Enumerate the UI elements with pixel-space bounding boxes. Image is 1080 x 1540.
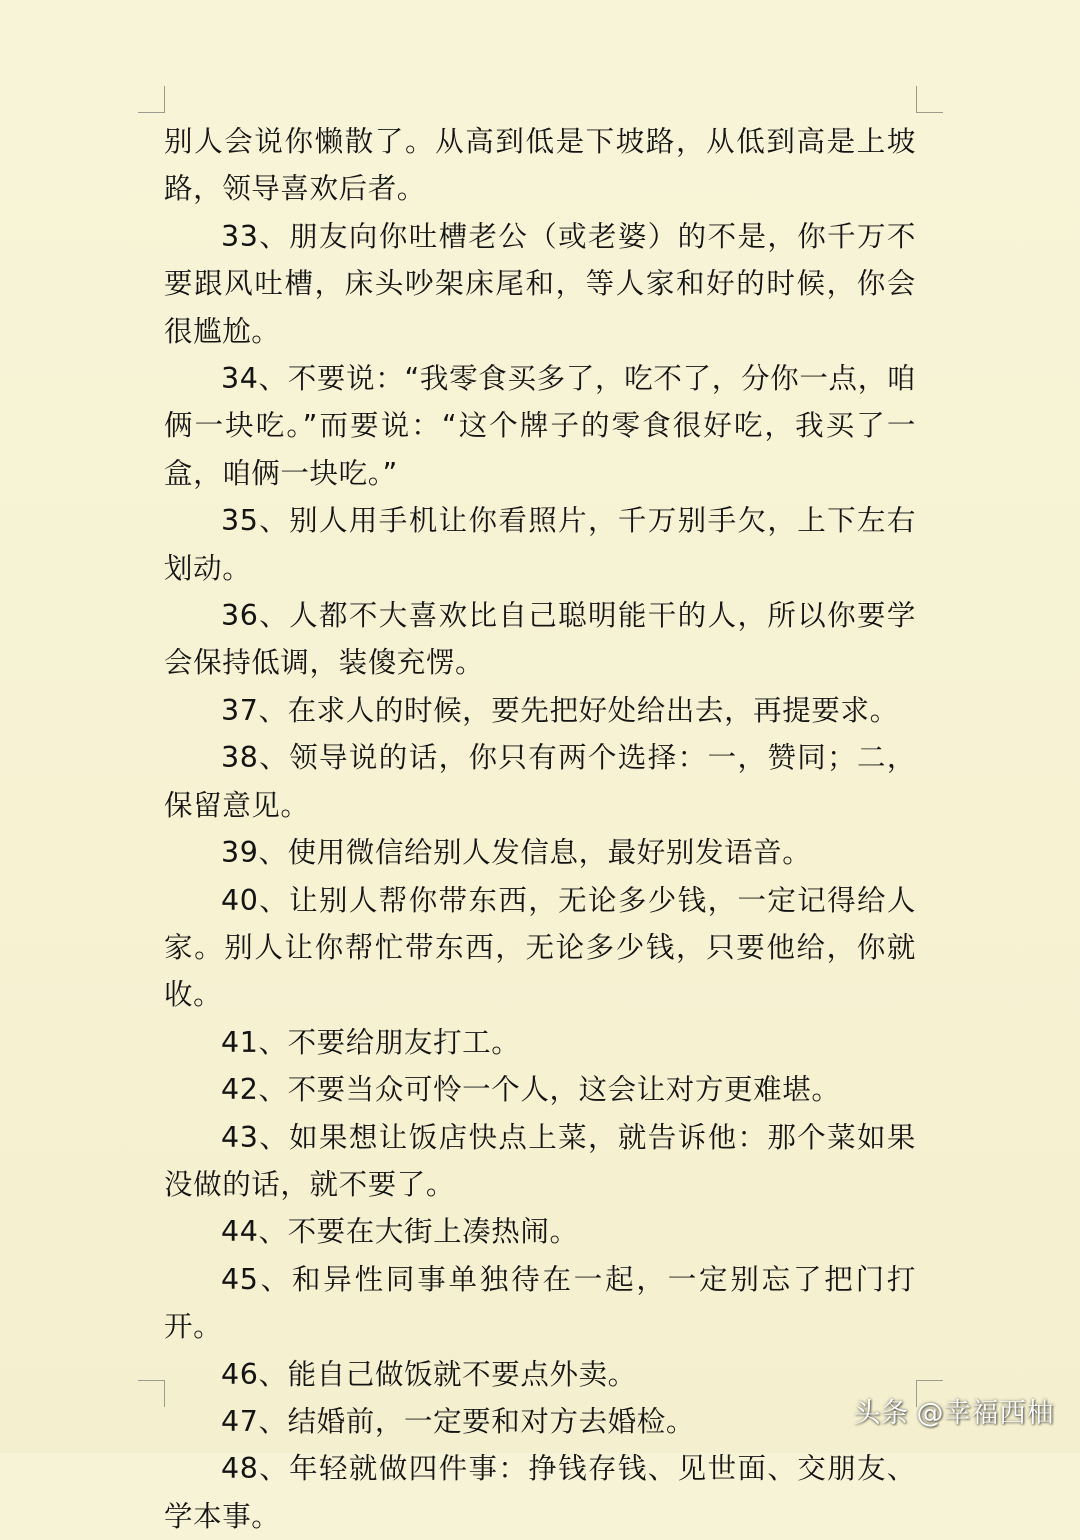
paragraph-tip-40: 40、让别人帮你带东西，无论多少钱，一定记得给人家。别人让你帮忙带东西，无论多少钱，只要他给，你就收。 bbox=[164, 883, 916, 1012]
watermark-handle: @幸福西柚 bbox=[916, 1398, 1054, 1429]
paragraph-tip-36: 36、人都不大喜欢比自己聪明能干的人，所以你要学会保持低调，装傻充愣。 bbox=[164, 599, 916, 680]
paragraph-tip-37: 37、在求人的时候，要先把好处给出去，再提要求。 bbox=[221, 693, 899, 727]
document-body bbox=[164, 118, 916, 1540]
paragraph-tip-43: 43、如果想让饭店快点上菜，就告诉他：那个菜如果没做的话，就不要了。 bbox=[164, 1120, 916, 1201]
paragraph-tip-44: 44、不要在大街上凑热闹。 bbox=[221, 1215, 579, 1249]
paragraph-tip-34: 34、不要说：“我零食买多了，吃不了，分你一点，咱俩一块吃。”而要说：“这个牌子的零食很好吃，我买了一盒，咱俩一块吃。” bbox=[164, 362, 916, 490]
paragraph-tip-33: 33、朋友向你吐槽老公（或老婆）的不是，你千万不要跟风吐槽，床头吵架床尾和，等人家和好的时候，你会很尴尬。 bbox=[164, 219, 916, 348]
paragraph-tip-41: 41、不要给朋友打工。 bbox=[221, 1025, 521, 1059]
paragraph-continuation: 别人会说你懒散了。从高到低是下坡路，从低到高是上坡路，领导喜欢后者。 bbox=[164, 125, 916, 206]
margin-corner-mark-top-right bbox=[916, 86, 943, 113]
margin-corner-mark-top-left bbox=[138, 86, 165, 113]
watermark-platform: 头条 bbox=[853, 1398, 909, 1429]
paragraph-tip-35: 35、别人用手机让你看照片，千万别手欠，上下左右划动。 bbox=[164, 504, 916, 585]
paragraph-tip-42: 42、不要当众可怜一个人，这会让对方更难堪。 bbox=[221, 1073, 841, 1107]
paragraph-tip-46: 46、能自己做饭就不要点外卖。 bbox=[221, 1357, 637, 1391]
paragraph-tip-39: 39、使用微信给别人发信息，最好别发语音。 bbox=[221, 836, 812, 870]
paragraph-tip-48: 48、年轻就做四件事：挣钱存钱、见世面、交朋友、学本事。 bbox=[164, 1452, 916, 1533]
margin-corner-mark-bottom-left bbox=[138, 1380, 165, 1407]
watermark bbox=[854, 1397, 1055, 1431]
paragraph-tip-45: 45、和异性同事单独待在一起，一定别忘了把门打开。 bbox=[164, 1262, 916, 1344]
paragraph-tip-38: 38、领导说的话，你只有两个选择：一，赞同；二，保留意见。 bbox=[164, 741, 916, 822]
paragraph-tip-47: 47、结婚前，一定要和对方去婚检。 bbox=[221, 1404, 695, 1438]
